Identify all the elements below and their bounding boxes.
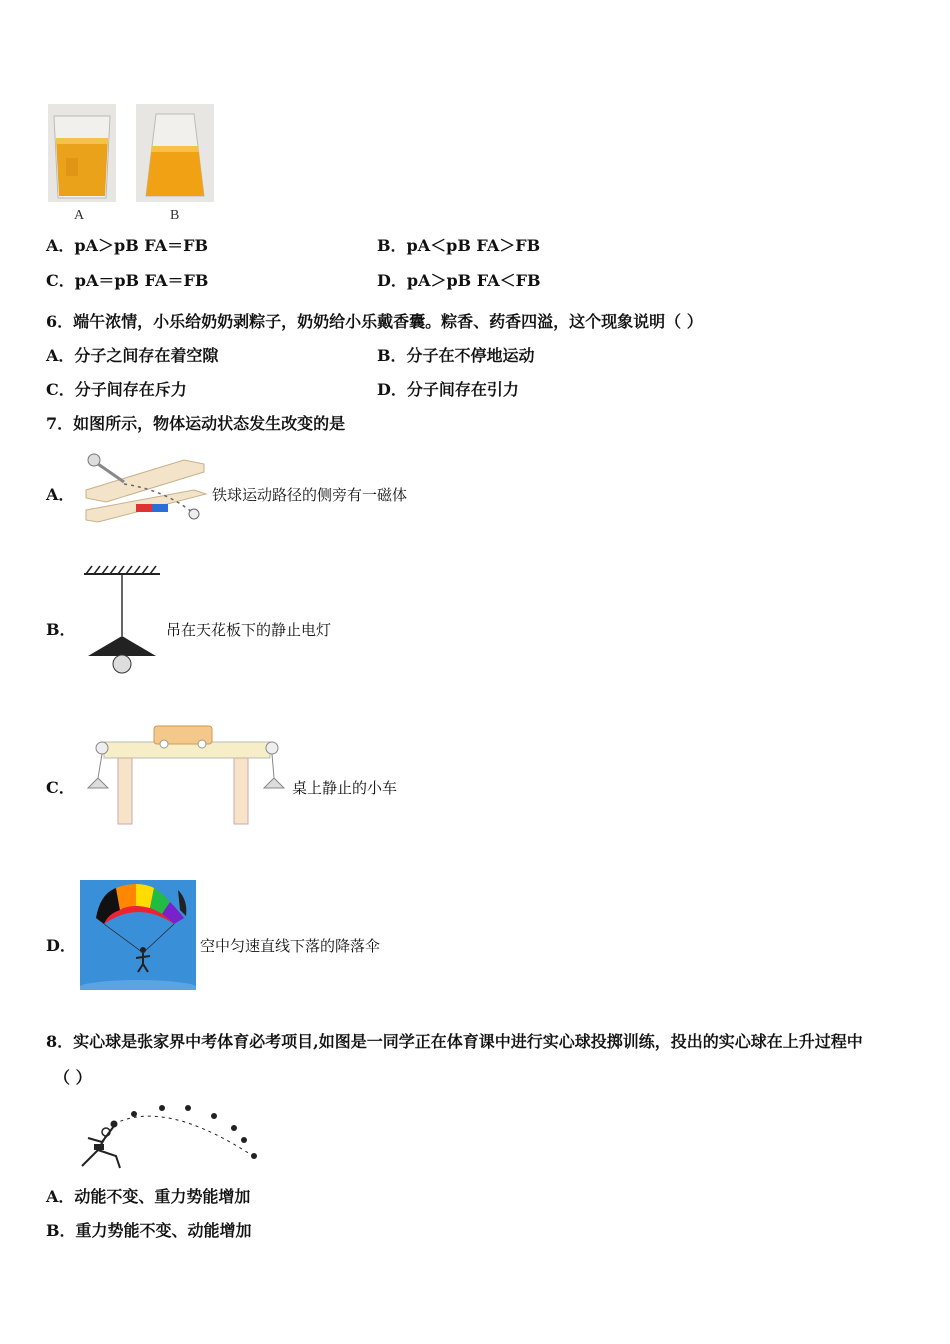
- hanging-lamp-figure: [84, 564, 160, 676]
- cart-on-table-figure: [84, 722, 290, 826]
- option-text: pA＞pB FA＝FB: [74, 236, 209, 255]
- option-letter: C．: [46, 271, 75, 290]
- parachute-figure: [80, 880, 196, 990]
- option-letter: B．: [377, 236, 407, 255]
- q7-option-b-letter[interactable]: B．: [46, 620, 76, 639]
- photo-label-a: A: [74, 208, 85, 223]
- q6-option-b[interactable]: B．分子在不停地运动: [377, 346, 535, 365]
- magnet-ball-figure: [84, 450, 208, 526]
- q7-option-d-caption: 空中匀速直线下落的降落伞: [200, 937, 381, 955]
- beaker-photos-figure: [44, 102, 218, 224]
- q7-option-c-letter[interactable]: C．: [46, 778, 75, 797]
- option-letter: A．: [46, 236, 75, 255]
- q7-option-b-caption: 吊在天花板下的静止电灯: [166, 621, 332, 639]
- option-text: pA＜pB FA＞FB: [406, 236, 541, 255]
- option-letter: D．: [377, 271, 407, 290]
- photo-label-b: B: [170, 208, 180, 223]
- q5-option-d[interactable]: [377, 271, 541, 291]
- q5-option-c[interactable]: [46, 271, 208, 291]
- option-text: pA＞pB FA＜FB: [406, 271, 541, 290]
- q7-option-c-caption: 桌上静止的小车: [292, 779, 398, 797]
- q7-option-a-caption: 铁球运动路径的侧旁有一磁体: [212, 486, 408, 504]
- q7-stem: 7．如图所示，物体运动状态发生改变的是: [46, 414, 346, 433]
- q8-option-b[interactable]: B．重力势能不变、动能增加: [46, 1221, 252, 1240]
- shot-put-figure: [76, 1102, 260, 1172]
- option-text: pA＝pB FA＝FB: [74, 271, 209, 290]
- q8-stem-line2: （ ）: [54, 1068, 92, 1087]
- q6-option-d[interactable]: D．分子间存在引力: [377, 380, 519, 399]
- q6-stem: 6．端午浓情，小乐给奶奶剥粽子，奶奶给小乐戴香囊。粽香、药香四溢，这个现象说明（ ）: [46, 312, 703, 331]
- q6-option-a[interactable]: A．分子之间存在着空隙: [46, 346, 219, 365]
- q6-option-c[interactable]: C．分子间存在斥力: [46, 380, 187, 399]
- q8-option-a[interactable]: A．动能不变、重力势能增加: [46, 1187, 251, 1206]
- q5-option-a[interactable]: [46, 236, 208, 256]
- q7-option-a-letter[interactable]: A．: [46, 485, 75, 504]
- q5-option-b[interactable]: [377, 236, 540, 256]
- q7-option-d-letter[interactable]: D．: [46, 936, 76, 955]
- q8-stem-line1: 8．实心球是张家界中考体育必考项目,如图是一同学正在体育课中进行实心球投掷训练，投出的实心球在上升过程中: [46, 1032, 863, 1051]
